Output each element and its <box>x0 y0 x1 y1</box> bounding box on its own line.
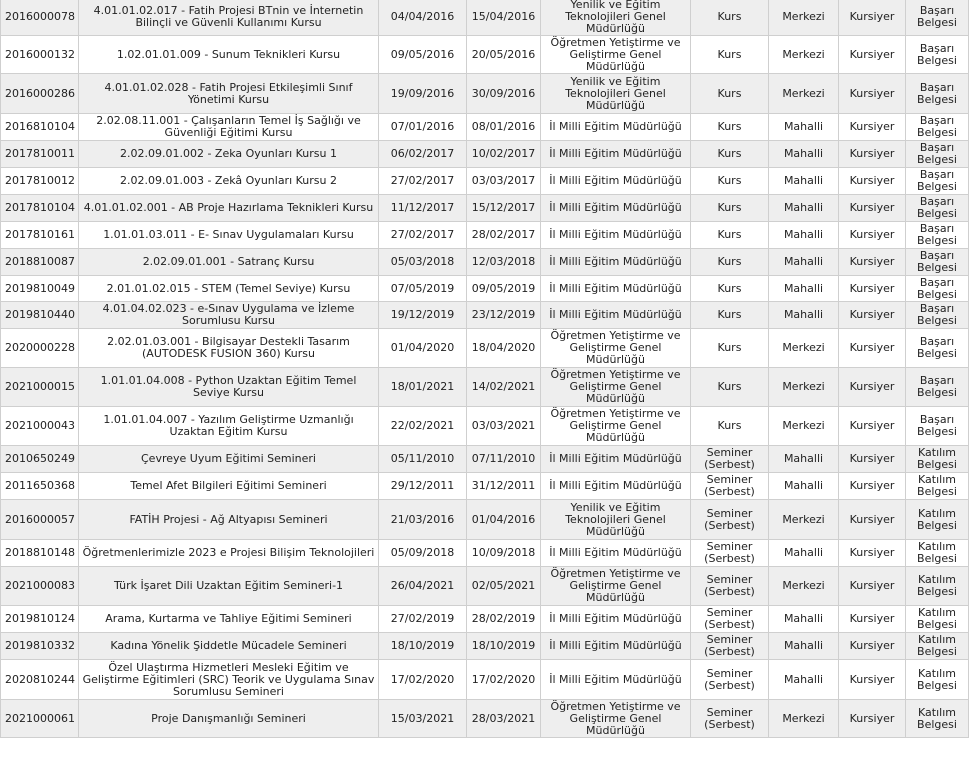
activity-name-cell: Öğretmenlerimizle 2023 e Projesi Bilişim Teknolojileri <box>79 540 379 567</box>
end-date-cell: 20/05/2016 <box>467 36 541 74</box>
organizer-cell: Öğretmen Yetiştirme ve Geliştirme Genel Müdürlüğü <box>541 329 691 368</box>
record-code-cell: 2019810332 <box>1 633 79 660</box>
start-date-cell: 19/09/2016 <box>379 74 467 114</box>
scope-cell: Mahalli <box>769 141 839 168</box>
end-date-cell: 30/09/2016 <box>467 74 541 114</box>
end-date-cell: 03/03/2017 <box>467 168 541 195</box>
scope-cell: Merkezi <box>769 700 839 738</box>
activity-type-cell: Kurs <box>691 141 769 168</box>
end-date-cell: 18/10/2019 <box>467 633 541 660</box>
table-row <box>1 660 969 700</box>
end-date-cell: 14/02/2021 <box>467 368 541 407</box>
activity-name-cell: 1.01.01.04.007 - Yazılım Geliştirme Uzmanlığı Uzaktan Eğitim Kursu <box>79 407 379 446</box>
record-code-cell: 2016000057 <box>1 500 79 540</box>
participant-role-cell: Kursiyer <box>839 660 906 700</box>
activity-name-cell: 4.01.01.02.028 - Fatih Projesi Etkileşimli Sınıf Yönetimi Kursu <box>79 74 379 114</box>
participant-role-cell: Kursiyer <box>839 74 906 114</box>
activity-name-cell: FATİH Projesi - Ağ Altyapısı Semineri <box>79 500 379 540</box>
start-date-cell: 05/11/2010 <box>379 446 467 473</box>
certificate-type-cell: Başarı Belgesi <box>906 141 969 168</box>
participant-role-cell: Kursiyer <box>839 329 906 368</box>
scope-cell: Mahalli <box>769 249 839 276</box>
scope-cell: Merkezi <box>769 407 839 446</box>
activity-name-cell: 1.01.01.04.008 - Python Uzaktan Eğitim Temel Seviye Kursu <box>79 368 379 407</box>
certificate-type-cell: Başarı Belgesi <box>906 407 969 446</box>
organizer-cell: İl Milli Eğitim Müdürlüğü <box>541 302 691 329</box>
activity-type-cell: Seminer (Serbest) <box>691 446 769 473</box>
certificate-type-cell: Başarı Belgesi <box>906 195 969 222</box>
record-code-cell: 2016000286 <box>1 74 79 114</box>
organizer-cell: İl Milli Eğitim Müdürlüğü <box>541 606 691 633</box>
record-code-cell: 2017810104 <box>1 195 79 222</box>
table-row <box>1 222 969 249</box>
scope-cell: Mahalli <box>769 114 839 141</box>
organizer-cell: Öğretmen Yetiştirme ve Geliştirme Genel Müdürlüğü <box>541 700 691 738</box>
certificate-type-cell: Başarı Belgesi <box>906 168 969 195</box>
table-row <box>1 0 969 36</box>
end-date-cell: 31/12/2011 <box>467 473 541 500</box>
table-row <box>1 407 969 446</box>
certificate-type-cell: Başarı Belgesi <box>906 276 969 302</box>
organizer-cell: İl Milli Eğitim Müdürlüğü <box>541 195 691 222</box>
start-date-cell: 06/02/2017 <box>379 141 467 168</box>
activity-type-cell: Seminer (Serbest) <box>691 540 769 567</box>
certificate-type-cell: Başarı Belgesi <box>906 329 969 368</box>
organizer-cell: İl Milli Eğitim Müdürlüğü <box>541 276 691 302</box>
end-date-cell: 08/01/2016 <box>467 114 541 141</box>
activity-type-cell: Kurs <box>691 0 769 36</box>
activity-type-cell: Seminer (Serbest) <box>691 660 769 700</box>
participant-role-cell: Kursiyer <box>839 473 906 500</box>
certificate-type-cell: Başarı Belgesi <box>906 222 969 249</box>
certificate-type-cell: Katılım Belgesi <box>906 660 969 700</box>
certificate-type-cell: Katılım Belgesi <box>906 633 969 660</box>
end-date-cell: 15/04/2016 <box>467 0 541 36</box>
participant-role-cell: Kursiyer <box>839 633 906 660</box>
end-date-cell: 28/02/2019 <box>467 606 541 633</box>
table-row <box>1 500 969 540</box>
activity-type-cell: Kurs <box>691 168 769 195</box>
table-row <box>1 114 969 141</box>
start-date-cell: 19/12/2019 <box>379 302 467 329</box>
activity-type-cell: Kurs <box>691 302 769 329</box>
table-row <box>1 473 969 500</box>
participant-role-cell: Kursiyer <box>839 606 906 633</box>
end-date-cell: 28/03/2021 <box>467 700 541 738</box>
scope-cell: Mahalli <box>769 276 839 302</box>
activity-name-cell: Özel Ulaştırma Hizmetleri Mesleki Eğitim ve Geliştirme Eğitimleri (SRC) Teorik ve Uygulama Sınav Sorumlusu Semineri <box>79 660 379 700</box>
start-date-cell: 07/01/2016 <box>379 114 467 141</box>
scope-cell: Merkezi <box>769 500 839 540</box>
record-code-cell: 2021000015 <box>1 368 79 407</box>
record-code-cell: 2016000132 <box>1 36 79 74</box>
activity-name-cell: 2.02.08.11.001 - Çalışanların Temel İş Sağlığı ve Güvenliği Eğitimi Kursu <box>79 114 379 141</box>
organizer-cell: İl Milli Eğitim Müdürlüğü <box>541 249 691 276</box>
participant-role-cell: Kursiyer <box>839 222 906 249</box>
participant-role-cell: Kursiyer <box>839 276 906 302</box>
organizer-cell: Öğretmen Yetiştirme ve Geliştirme Genel Müdürlüğü <box>541 407 691 446</box>
record-code-cell: 2020810244 <box>1 660 79 700</box>
table-row <box>1 567 969 606</box>
start-date-cell: 04/04/2016 <box>379 0 467 36</box>
end-date-cell: 09/05/2019 <box>467 276 541 302</box>
record-code-cell: 2021000061 <box>1 700 79 738</box>
organizer-cell: İl Milli Eğitim Müdürlüğü <box>541 168 691 195</box>
scope-cell: Mahalli <box>769 168 839 195</box>
participant-role-cell: Kursiyer <box>839 540 906 567</box>
certificate-type-cell: Katılım Belgesi <box>906 606 969 633</box>
activity-type-cell: Kurs <box>691 276 769 302</box>
scope-cell: Merkezi <box>769 368 839 407</box>
organizer-cell: İl Milli Eğitim Müdürlüğü <box>541 141 691 168</box>
end-date-cell: 10/02/2017 <box>467 141 541 168</box>
scope-cell: Merkezi <box>769 329 839 368</box>
table-row <box>1 540 969 567</box>
certificate-type-cell: Başarı Belgesi <box>906 249 969 276</box>
end-date-cell: 28/02/2017 <box>467 222 541 249</box>
activity-name-cell: Arama, Kurtarma ve Tahliye Eğitimi Semineri <box>79 606 379 633</box>
record-code-cell: 2016810104 <box>1 114 79 141</box>
activity-type-cell: Seminer (Serbest) <box>691 606 769 633</box>
scope-cell: Mahalli <box>769 540 839 567</box>
record-code-cell: 2021000043 <box>1 407 79 446</box>
activity-name-cell: 2.02.09.01.002 - Zeka Oyunları Kursu 1 <box>79 141 379 168</box>
activity-name-cell: Çevreye Uyum Eğitimi Semineri <box>79 446 379 473</box>
record-code-cell: 2018810148 <box>1 540 79 567</box>
start-date-cell: 21/03/2016 <box>379 500 467 540</box>
activity-type-cell: Seminer (Serbest) <box>691 567 769 606</box>
activity-name-cell: 1.02.01.01.009 - Sunum Teknikleri Kursu <box>79 36 379 74</box>
activity-name-cell: 2.01.01.02.015 - STEM (Temel Seviye) Kursu <box>79 276 379 302</box>
table-row <box>1 302 969 329</box>
participant-role-cell: Kursiyer <box>839 0 906 36</box>
organizer-cell: Öğretmen Yetiştirme ve Geliştirme Genel Müdürlüğü <box>541 368 691 407</box>
table-row <box>1 195 969 222</box>
activity-type-cell: Kurs <box>691 368 769 407</box>
certificate-type-cell: Başarı Belgesi <box>906 74 969 114</box>
table-row <box>1 276 969 302</box>
activity-name-cell: 4.01.04.02.023 - e-Sınav Uygulama ve İzleme Sorumlusu Kursu <box>79 302 379 329</box>
activity-name-cell: Kadına Yönelik Şiddetle Mücadele Semineri <box>79 633 379 660</box>
certificate-type-cell: Katılım Belgesi <box>906 700 969 738</box>
activity-name-cell: 2.02.09.01.003 - Zekâ Oyunları Kursu 2 <box>79 168 379 195</box>
scope-cell: Mahalli <box>769 222 839 249</box>
activity-name-cell: 4.01.01.02.001 - AB Proje Hazırlama Teknikleri Kursu <box>79 195 379 222</box>
organizer-cell: Öğretmen Yetiştirme ve Geliştirme Genel Müdürlüğü <box>541 567 691 606</box>
organizer-cell: Yenilik ve Eğitim Teknolojileri Genel Müdürlüğü <box>541 0 691 36</box>
activity-name-cell: 2.02.01.03.001 - Bilgisayar Destekli Tasarım (AUTODESK FUSION 360) Kursu <box>79 329 379 368</box>
record-code-cell: 2018810087 <box>1 249 79 276</box>
activity-name-cell: Temel Afet Bilgileri Eğitimi Semineri <box>79 473 379 500</box>
scope-cell: Mahalli <box>769 473 839 500</box>
end-date-cell: 01/04/2016 <box>467 500 541 540</box>
activity-type-cell: Kurs <box>691 329 769 368</box>
start-date-cell: 01/04/2020 <box>379 329 467 368</box>
activity-type-cell: Seminer (Serbest) <box>691 700 769 738</box>
scope-cell: Mahalli <box>769 195 839 222</box>
scope-cell: Merkezi <box>769 36 839 74</box>
table-row <box>1 74 969 114</box>
end-date-cell: 10/09/2018 <box>467 540 541 567</box>
activity-name-cell: 1.01.01.03.011 - E- Sınav Uygulamaları Kursu <box>79 222 379 249</box>
record-code-cell: 2010650249 <box>1 446 79 473</box>
activity-type-cell: Kurs <box>691 74 769 114</box>
start-date-cell: 18/10/2019 <box>379 633 467 660</box>
participant-role-cell: Kursiyer <box>839 114 906 141</box>
scope-cell: Mahalli <box>769 633 839 660</box>
end-date-cell: 18/04/2020 <box>467 329 541 368</box>
participant-role-cell: Kursiyer <box>839 195 906 222</box>
activity-type-cell: Seminer (Serbest) <box>691 633 769 660</box>
end-date-cell: 07/11/2010 <box>467 446 541 473</box>
record-code-cell: 2019810124 <box>1 606 79 633</box>
participant-role-cell: Kursiyer <box>839 249 906 276</box>
end-date-cell: 02/05/2021 <box>467 567 541 606</box>
table-row <box>1 446 969 473</box>
certificate-type-cell: Katılım Belgesi <box>906 446 969 473</box>
certificate-type-cell: Başarı Belgesi <box>906 114 969 141</box>
record-code-cell: 2017810012 <box>1 168 79 195</box>
certificate-type-cell: Katılım Belgesi <box>906 473 969 500</box>
start-date-cell: 05/09/2018 <box>379 540 467 567</box>
record-code-cell: 2021000083 <box>1 567 79 606</box>
record-code-cell: 2020000228 <box>1 329 79 368</box>
table-row <box>1 606 969 633</box>
end-date-cell: 17/02/2020 <box>467 660 541 700</box>
activity-name-cell: 4.01.01.02.017 - Fatih Projesi BTnin ve İnternetin Bilinçli ve Güvenli Kullanımı Kursu <box>79 0 379 36</box>
organizer-cell: İl Milli Eğitim Müdürlüğü <box>541 540 691 567</box>
participant-role-cell: Kursiyer <box>839 302 906 329</box>
end-date-cell: 23/12/2019 <box>467 302 541 329</box>
scope-cell: Mahalli <box>769 660 839 700</box>
participant-role-cell: Kursiyer <box>839 141 906 168</box>
organizer-cell: İl Milli Eğitim Müdürlüğü <box>541 473 691 500</box>
start-date-cell: 27/02/2019 <box>379 606 467 633</box>
participant-role-cell: Kursiyer <box>839 500 906 540</box>
organizer-cell: İl Milli Eğitim Müdürlüğü <box>541 114 691 141</box>
start-date-cell: 15/03/2021 <box>379 700 467 738</box>
participant-role-cell: Kursiyer <box>839 567 906 606</box>
certificate-type-cell: Başarı Belgesi <box>906 0 969 36</box>
scope-cell: Mahalli <box>769 606 839 633</box>
start-date-cell: 07/05/2019 <box>379 276 467 302</box>
table-row <box>1 168 969 195</box>
participant-role-cell: Kursiyer <box>839 407 906 446</box>
activity-name-cell: 2.02.09.01.001 - Satranç Kursu <box>79 249 379 276</box>
organizer-cell: İl Milli Eğitim Müdürlüğü <box>541 660 691 700</box>
start-date-cell: 09/05/2016 <box>379 36 467 74</box>
certificate-type-cell: Başarı Belgesi <box>906 36 969 74</box>
organizer-cell: İl Milli Eğitim Müdürlüğü <box>541 633 691 660</box>
start-date-cell: 26/04/2021 <box>379 567 467 606</box>
record-code-cell: 2011650368 <box>1 473 79 500</box>
activity-type-cell: Kurs <box>691 36 769 74</box>
scope-cell: Merkezi <box>769 567 839 606</box>
table-row <box>1 249 969 276</box>
certificate-type-cell: Katılım Belgesi <box>906 567 969 606</box>
certificate-type-cell: Katılım Belgesi <box>906 500 969 540</box>
start-date-cell: 27/02/2017 <box>379 168 467 195</box>
participant-role-cell: Kursiyer <box>839 700 906 738</box>
scope-cell: Merkezi <box>769 0 839 36</box>
table-row <box>1 700 969 738</box>
activity-type-cell: Seminer (Serbest) <box>691 473 769 500</box>
activity-type-cell: Kurs <box>691 114 769 141</box>
start-date-cell: 27/02/2017 <box>379 222 467 249</box>
table-row <box>1 329 969 368</box>
activity-type-cell: Kurs <box>691 222 769 249</box>
scope-cell: Merkezi <box>769 74 839 114</box>
record-code-cell: 2019810440 <box>1 302 79 329</box>
start-date-cell: 05/03/2018 <box>379 249 467 276</box>
organizer-cell: İl Milli Eğitim Müdürlüğü <box>541 446 691 473</box>
table-row <box>1 36 969 74</box>
certificate-type-cell: Başarı Belgesi <box>906 368 969 407</box>
table-body <box>1 0 969 738</box>
start-date-cell: 11/12/2017 <box>379 195 467 222</box>
activity-type-cell: Kurs <box>691 195 769 222</box>
organizer-cell: Yenilik ve Eğitim Teknolojileri Genel Müdürlüğü <box>541 74 691 114</box>
certificate-type-cell: Başarı Belgesi <box>906 302 969 329</box>
end-date-cell: 03/03/2021 <box>467 407 541 446</box>
start-date-cell: 17/02/2020 <box>379 660 467 700</box>
activity-type-cell: Kurs <box>691 249 769 276</box>
record-code-cell: 2016000078 <box>1 0 79 36</box>
organizer-cell: Yenilik ve Eğitim Teknolojileri Genel Müdürlüğü <box>541 500 691 540</box>
organizer-cell: İl Milli Eğitim Müdürlüğü <box>541 222 691 249</box>
activity-type-cell: Kurs <box>691 407 769 446</box>
table-row <box>1 141 969 168</box>
certificate-type-cell: Katılım Belgesi <box>906 540 969 567</box>
record-code-cell: 2019810049 <box>1 276 79 302</box>
record-code-cell: 2017810161 <box>1 222 79 249</box>
activity-name-cell: Proje Danışmanlığı Semineri <box>79 700 379 738</box>
scope-cell: Mahalli <box>769 446 839 473</box>
end-date-cell: 12/03/2018 <box>467 249 541 276</box>
organizer-cell: Öğretmen Yetiştirme ve Geliştirme Genel Müdürlüğü <box>541 36 691 74</box>
activity-name-cell: Türk İşaret Dili Uzaktan Eğitim Semineri-1 <box>79 567 379 606</box>
table-row <box>1 368 969 407</box>
start-date-cell: 22/02/2021 <box>379 407 467 446</box>
start-date-cell: 18/01/2021 <box>379 368 467 407</box>
participant-role-cell: Kursiyer <box>839 36 906 74</box>
start-date-cell: 29/12/2011 <box>379 473 467 500</box>
scope-cell: Mahalli <box>769 302 839 329</box>
participant-role-cell: Kursiyer <box>839 168 906 195</box>
end-date-cell: 15/12/2017 <box>467 195 541 222</box>
participant-role-cell: Kursiyer <box>839 446 906 473</box>
activity-type-cell: Seminer (Serbest) <box>691 500 769 540</box>
participant-role-cell: Kursiyer <box>839 368 906 407</box>
table-row <box>1 633 969 660</box>
record-code-cell: 2017810011 <box>1 141 79 168</box>
